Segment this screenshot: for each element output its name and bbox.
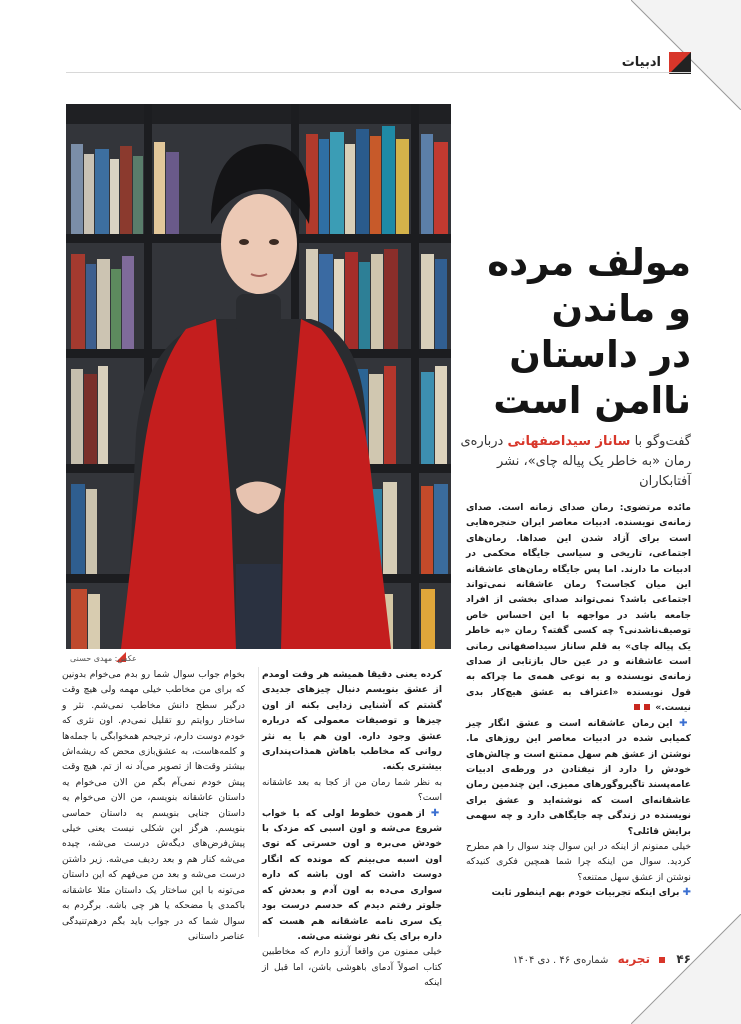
headline-line-1: مولف مرده	[487, 241, 691, 284]
question-2: ✚ برای اینکه تجربیات خودم بهم اینطور ثابت	[491, 887, 691, 899]
end-squares	[632, 700, 652, 715]
section-logo-mark	[669, 52, 691, 74]
answer-5: بخوام جواب سوال شما رو بدم می‌خوام بدونین که برای من مخاطب خیلی مهمه ولی هیچ وقت درگیر سطح دانش مخاطب نمی‌شم. نثر و ساختار روایتم رو تقلیل نمی‌دم. اون نثری که خودم دوست دارم، ترجیحم همخوابگی با جمله‌ها و کلمه‌هاست، به عشق‌بازی محض که ریشه‌اش بیشتر وقت‌ها از تصویر می‌آد نه از تم. هیچ وقت پیش خودم نمی‌آم بگم من الان می‌خوام یه داستان عاشقانه بنویسم، من الان می‌خوام یه داستان جنایی بنویسم یه داستان حماسی بنویسم. هرگز این شکلی نیست یعنی خیلی پیش‌فرض‌های دیگه‌ش درست می‌شه، چیده می‌شه کنار هم و بعد ردیف می‌شه. زیر داشتن درست می‌شه و بعد من می‌فهم که این داستان می‌تونه با این ساختار یک داستان مثلا عاشقانه باکمدی یا مضحکه یا هر چی باشه. برگردم به سوال شما که در جواب باید بگم درهم‌تنیدگی عناصر داستانی	[62, 669, 245, 942]
subtitle	[451, 432, 691, 492]
headline-line-2: و ماندن	[551, 287, 691, 330]
page-number: ۴۶	[676, 952, 691, 966]
answer-2: کرده یعنی دقیقا همیشه هر وقت اومدم از عشق بنویسم دنبال چیزهای جدیدی گشتم که آشنایی زدایی بکنه از اون چیزها و توصیفات معمولی که درباره عشق وجود داره. اون هم با یه نثر روانی که مخاطب باهاش همذات‌پنداری بیشتری بکنه.	[262, 669, 442, 773]
headline-line-3: در داستان	[509, 333, 691, 376]
column-middle	[262, 667, 442, 991]
top-rule	[66, 72, 691, 73]
column-left	[62, 667, 245, 944]
answer-3: ✚ از همون خطوط اولی که با خواب شروع می‌شه و اون اسبی که مزدک با خودش می‌بره و اون حسرتی که توی اون اسبه می‌بینم که مونده که انگار دوست داشت که اون باشه که داره سواری می‌ده به اون آدم و بعدش که جلوتر رفتم دیدم که حدسم درست بود یک سری نامه عاشقانه هم هست که داره برای یک نفر نوشته می‌شه.	[262, 807, 442, 942]
question-1: ✚ این رمان عاشقانه است و عشق انگار چیز کمیابی شده در ادبیات معاصر این روزهای ما. نوشتن از عشق هم سهل ممتنع است و چالش‌های خودش را دارد از نیفتادن در ورطه‌ی ادبیات عامه‌پسند تاگیروگورهای ممیزی. این چندمین رمان عاشقانه‌ای است که نوشته‌اید و عشق برای نویسنده در زندگی چه جایگاهی دارد و چه سهمی برایش قائلی؟	[466, 717, 691, 837]
magazine-brand: تجربه	[617, 952, 650, 966]
subtitle-author-name: ساناز سیداصفهانی	[507, 434, 631, 449]
subtitle-prefix: گفت‌وگو با	[634, 434, 691, 449]
subtitle-rest: درباره‌ی رمان «به خاطر یک پیاله چای»، نشر آفتابکاران	[460, 434, 691, 489]
section-label: ادبیات	[621, 55, 661, 70]
headline-line-4: ناامن است	[493, 379, 691, 422]
column-right	[466, 500, 691, 901]
headline	[461, 240, 691, 424]
photo-credit: عکس: مهدی حسنی	[70, 654, 137, 663]
question-bullet-icon: ✚	[679, 717, 691, 729]
author-photo	[66, 104, 451, 649]
question-3: به نظر شما رمان من از کجا به بعد عاشقانه است؟	[262, 776, 442, 804]
intro-paragraph: مائده مرتضوی: رمان صدای زمانه است. صدای زمانه‌ی نویسنده. ادبیات معاصر ایران حنجره‌هایی است برای آزاد شدن این صداها. رمان‌های اجتماعی، تاریخی و سیاسی جایگاه محکمی در ادبیات ما دارند. اما پس جایگاه رمان‌های عاشقانه این میان کجاست؟ رمان عاشقانه نمی‌تواند اجتماعی باشد؟ نمی‌تواند صدای بخشی از افراد جامعه باشد در مواجهه با این احساس خاص توصیف‌ناشدنی؟ چه کسی گفته؟ رمان «به خاطر یک پیاله چای» به قلم ساناز سیداصفهانی رمانی است عاشقانه و در عین حال بازتابی از صدای زمانه‌ی نویسنده و به نوعی همه‌ی ما چراکه به قول نویسنده «اعتراف به عشق هیچ‌کار بدی نیست.»	[466, 500, 691, 716]
answer-1: خیلی ممنونم از اینکه در این سوال چند سوال را هم مطرح کردید. سوال من اینکه چرا شما همچین فکری کنیدکه نوشتن از عشق سهل ممتنعه؟	[466, 840, 691, 883]
page-corner-fold-bottom	[631, 914, 741, 1024]
question-bullet-icon: ✚	[430, 807, 442, 819]
question-bullet-icon: ✚	[682, 887, 691, 899]
answer-4: خیلی ممنون من واقعا آرزو دارم که مخاطبین کتاب اصولاً آدمای باهوشی باشن، اما قبل از اینکه	[262, 946, 442, 989]
column-divider	[258, 667, 259, 937]
issue-info: شماره‌ی ۴۶ . دی ۱۴۰۴	[512, 955, 609, 966]
